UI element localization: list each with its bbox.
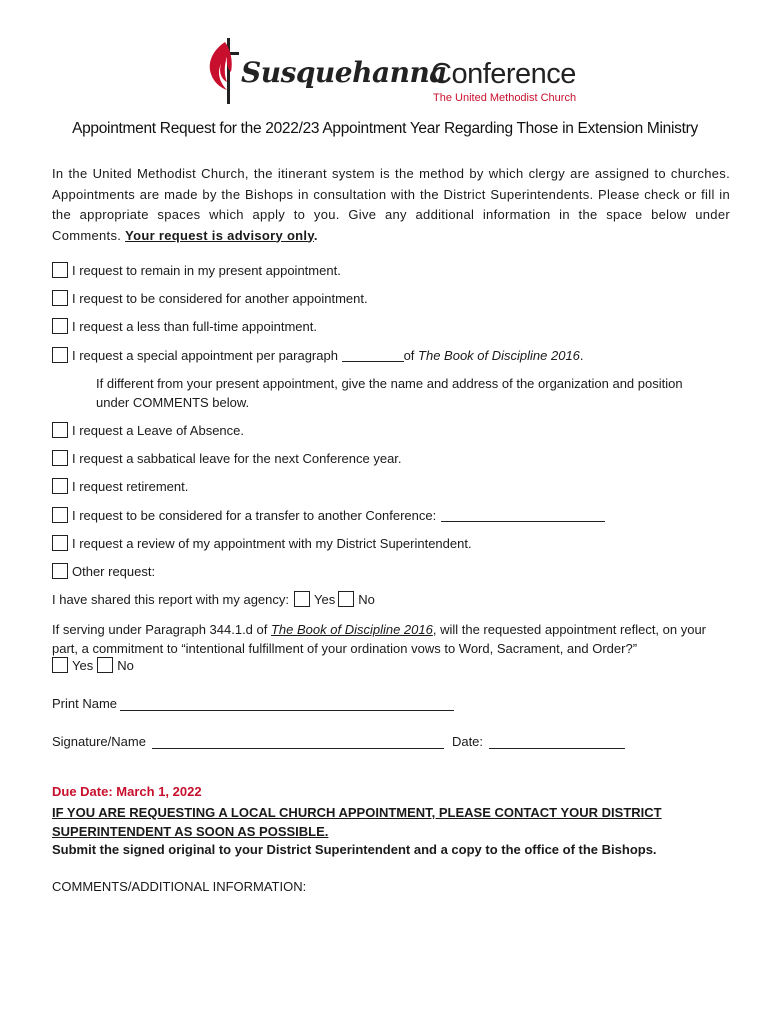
option-another-label: I request to be considered for another appointment. xyxy=(72,290,368,306)
option-special-prefix: I request a special appointment per paragraph xyxy=(72,347,342,363)
checkbox-review[interactable] xyxy=(52,535,68,551)
option-remain xyxy=(52,262,341,278)
logo-conference: Conference xyxy=(431,58,576,90)
checkbox-transfer[interactable] xyxy=(52,507,68,523)
intro-text: In the United Methodist Church, the itinerant system is the method by which clergy are assigned to churches. Appointments are made by the Bishops in consultation with the District Superintendents. Please check or fill in the appropriate spaces which apply to you. Give any additional information in the space below under Comments. xyxy=(52,166,730,243)
cross-and-flame-icon xyxy=(205,38,245,104)
option-another xyxy=(52,290,368,306)
option-sabbatical xyxy=(52,450,402,466)
agency-label: I have shared this report with my agency: xyxy=(52,591,290,607)
checkbox-agency-yes[interactable] xyxy=(294,591,310,607)
p344-yes-label: Yes xyxy=(72,657,94,673)
checkbox-p344-no[interactable] xyxy=(97,657,113,673)
checkbox-retirement[interactable] xyxy=(52,478,68,494)
signature-field[interactable] xyxy=(152,736,444,749)
option-retirement-label: I request retirement. xyxy=(72,478,189,494)
option-less-than-full-label: I request a less than full-time appointment. xyxy=(72,318,317,334)
print-name-label: Print Name xyxy=(52,696,118,711)
page-title: Appointment Request for the 2022/23 Appointment Year Regarding Those in Extension Ministry xyxy=(72,120,698,137)
checkbox-special[interactable] xyxy=(52,347,68,363)
intro-end: . xyxy=(313,227,318,243)
option-less-than-full xyxy=(52,318,317,334)
checkbox-p344-yes[interactable] xyxy=(52,657,68,673)
checkbox-sabbatical[interactable] xyxy=(52,450,68,466)
logo-name: Susquehanna xyxy=(241,56,447,89)
option-other xyxy=(52,563,155,579)
p344-prefix: If serving under Paragraph 344.1.d of xyxy=(52,622,271,637)
option-review-label: I request a review of my appointment with my District Superintendent. xyxy=(72,535,472,551)
option-special xyxy=(52,347,584,363)
special-note: If different from your present appointment, give the name and address of the organization and position under COMMENTS below. xyxy=(96,376,683,410)
checkbox-less-than-full[interactable] xyxy=(52,318,68,334)
conference-logo xyxy=(205,38,585,108)
print-name-row xyxy=(52,696,454,711)
intro-paragraph xyxy=(52,164,730,246)
paragraph-number-field[interactable] xyxy=(342,349,404,362)
advisory-emphasis: Your request is advisory only xyxy=(125,227,314,243)
option-sabbatical-label: I request a sabbatical leave for the next Conference year. xyxy=(72,450,402,466)
option-remain-label: I request to remain in my present appointment. xyxy=(72,262,341,278)
local-church-warning: IF YOU ARE REQUESTING A LOCAL CHURCH APPOINTMENT, PLEASE CONTACT YOUR DISTRICT SUPERINTENDENT AS SOON AS POSSIBLE. xyxy=(52,805,662,839)
option-special-of: of xyxy=(403,347,419,363)
transfer-conference-field[interactable] xyxy=(441,509,605,522)
date-field[interactable] xyxy=(489,736,625,749)
option-special-end: . xyxy=(579,347,584,363)
p344-ref: The Book of Discipline 2016 xyxy=(270,622,433,637)
option-special-book: The Book of Discipline 2016 xyxy=(418,347,580,363)
checkbox-remain[interactable] xyxy=(52,262,68,278)
option-retirement xyxy=(52,478,188,494)
checkbox-leave[interactable] xyxy=(52,422,68,438)
agency-no-label: No xyxy=(358,591,375,607)
signature-row xyxy=(52,734,625,749)
signature-label: Signature/Name xyxy=(52,734,146,749)
paragraph-344-question xyxy=(52,620,732,658)
option-leave xyxy=(52,422,244,438)
submit-instructions: Submit the signed original to your District Superintendent and a copy to the office of the Bishops. xyxy=(52,842,657,857)
logo-subtitle: The United Methodist Church xyxy=(433,92,577,104)
p344-no-label: No xyxy=(117,657,134,673)
p344-answer xyxy=(52,657,134,673)
print-name-field[interactable] xyxy=(120,698,454,711)
option-review xyxy=(52,535,472,551)
date-label: Date: xyxy=(451,734,484,749)
agency-yes-label: Yes xyxy=(314,591,336,607)
checkbox-another[interactable] xyxy=(52,290,68,306)
comments-label: COMMENTS/ADDITIONAL INFORMATION: xyxy=(52,879,307,894)
due-date: Due Date: March 1, 2022 xyxy=(52,784,202,799)
option-other-label: Other request: xyxy=(72,563,156,579)
option-transfer xyxy=(52,507,605,523)
option-leave-label: I request a Leave of Absence. xyxy=(72,422,245,438)
option-transfer-label: I request to be considered for a transfer to another Conference: xyxy=(72,507,437,523)
checkbox-other[interactable] xyxy=(52,563,68,579)
agency-question xyxy=(52,591,375,607)
p344-suffix: , will the requested appointment reflect, on your part, a commitment to “intentional fulfillment of your ordination vows to Word, Sacrament, and Order?” xyxy=(52,622,707,656)
checkbox-agency-no[interactable] xyxy=(338,591,354,607)
